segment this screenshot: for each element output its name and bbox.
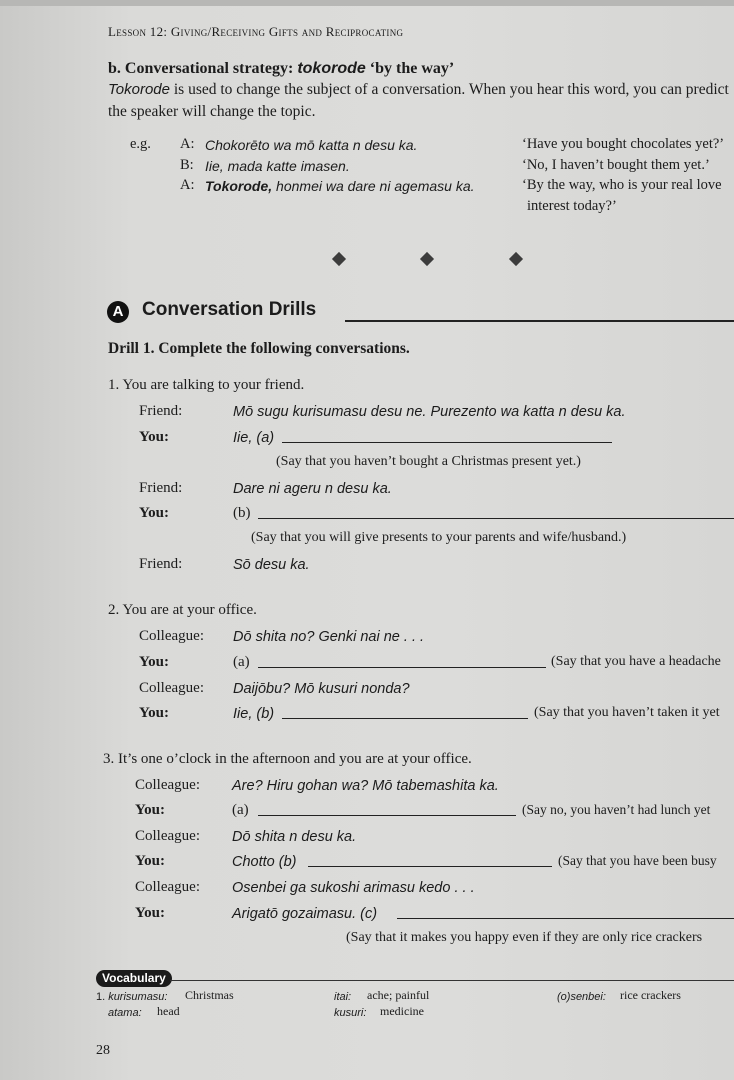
vocab-entry: atama:: [108, 1007, 142, 1019]
dialogue-line: Dare ni ageru n desu ka.: [233, 481, 392, 497]
section-title: Conversation Drills: [142, 299, 317, 320]
instruction-text: (Say that you will give presents to your parents and wife/husband.): [251, 530, 627, 545]
answer-blank[interactable]: [258, 805, 516, 816]
dialogue-speaker: You:: [135, 853, 166, 869]
dialogue-speaker: You:: [135, 905, 166, 921]
strategy-paragraph-line2: the speaker will change the topic.: [108, 103, 316, 120]
dialogue-line: Daijōbu? Mō kusuri nonda?: [233, 681, 410, 697]
example-english: ‘By the way, who is your real love: [522, 177, 722, 193]
question-prompt: 2. You are at your office.: [108, 602, 257, 618]
vocabulary-rule: [170, 980, 734, 981]
vocab-entry: itai:: [334, 991, 352, 1003]
example-speaker: A:: [180, 177, 195, 193]
vocab-entry: (o)senbei:: [557, 991, 606, 1003]
dialogue-line: Dō shita n desu ka.: [232, 829, 357, 845]
vocab-definition: ache; painful: [367, 988, 430, 1002]
vocabulary-badge: Vocabulary: [96, 970, 172, 987]
dialogue-speaker: You:: [135, 802, 166, 818]
example-label: e.g.: [130, 136, 151, 152]
section-letter-badge: A: [107, 301, 129, 323]
example-speaker: B:: [180, 157, 194, 173]
answer-blank[interactable]: [397, 908, 734, 919]
dialogue-speaker: You:: [139, 654, 170, 670]
dialogue-line: Iie, (a): [233, 430, 275, 446]
strategy-heading-prefix: b. Conversational strategy:: [108, 60, 298, 77]
dialogue-speaker: Colleague:: [139, 680, 204, 696]
example-japanese: Chokorēto wa mō katta n desu ka.: [205, 137, 418, 153]
strategy-paragraph-rest: is used to change the subject of a conversation. When you hear this word, you can predict: [170, 81, 729, 98]
answer-blank[interactable]: [308, 856, 552, 867]
dialogue-speaker: Colleague:: [135, 828, 200, 844]
question-prompt: 1. You are talking to your friend.: [108, 377, 305, 393]
dialogue-speaker: Friend:: [139, 403, 183, 419]
dialogue-line: Sō desu ka.: [233, 557, 310, 573]
dialogue-line: Are? Hiru gohan wa? Mō tabemashita ka.: [232, 778, 499, 794]
dialogue-speaker: Colleague:: [139, 628, 204, 644]
example-japanese: Tokorode, honmei wa dare ni agemasu ka.: [205, 178, 475, 194]
section-rule: [345, 320, 734, 322]
running-header: Lesson 12: Giving/Receiving Gifts and Reciprocating: [108, 24, 404, 39]
dialogue-speaker: You:: [139, 429, 170, 445]
answer-blank[interactable]: [258, 508, 734, 519]
instruction-text: (Say that you have a headache: [551, 654, 721, 669]
question-prompt: 3. It’s one o’clock in the afternoon and you are at your office.: [103, 751, 472, 767]
vocab-definition: medicine: [380, 1004, 424, 1018]
example-speaker: A:: [180, 136, 195, 152]
instruction-text: (Say that you haven’t taken it yet: [534, 705, 720, 720]
page-number: 28: [96, 1043, 110, 1058]
instruction-text: (Say that it makes you happy even if they are only rice crackers: [346, 930, 703, 945]
vocab-definition: head: [157, 1004, 180, 1018]
dialogue-line: Mō sugu kurisumasu desu ne. Purezento wa katta n desu ka.: [233, 404, 626, 420]
dialogue-line: Arigatō gozaimasu. (c): [232, 906, 378, 922]
answer-blank[interactable]: [258, 657, 546, 668]
answer-blank[interactable]: [282, 432, 612, 443]
strategy-heading-gloss: ‘by the way’: [365, 60, 455, 77]
vocab-definition: Christmas: [185, 988, 234, 1002]
vocab-entry: kusuri:: [334, 1007, 367, 1019]
dialogue-speaker: Friend:: [139, 556, 183, 572]
page-top-edge: [0, 0, 734, 6]
answer-blank[interactable]: [282, 708, 528, 719]
example-japanese: Iie, mada katte imasen.: [205, 158, 350, 174]
dialogue-speaker: Colleague:: [135, 879, 200, 895]
strategy-heading-term: tokorode: [297, 60, 366, 77]
instruction-text: (Say that you have been busy: [558, 853, 717, 868]
example-english: ‘No, I haven’t bought them yet.’: [522, 157, 710, 173]
dialogue-line: Chotto (b): [232, 854, 297, 870]
strategy-paragraph-line1: [108, 81, 729, 99]
divider-diamond: [420, 252, 434, 266]
dialogue-line: (b): [233, 505, 251, 521]
divider-diamond: [509, 252, 523, 266]
strategy-paragraph-term: Tokorode: [108, 81, 170, 98]
dialogue-speaker: Colleague:: [135, 777, 200, 793]
example-tokorode-bold: Tokorode,: [205, 178, 273, 194]
drill-title: Drill 1. Complete the following conversations.: [108, 340, 410, 357]
vocab-entry: 1. kurisumasu:: [96, 991, 168, 1003]
dialogue-speaker: Friend:: [139, 480, 183, 496]
vocab-definition: rice crackers: [620, 988, 681, 1002]
instruction-text: (Say no, you haven’t had lunch yet: [522, 802, 711, 817]
dialogue-line: Iie, (b): [233, 706, 275, 722]
instruction-text: (Say that you haven’t bought a Christmas present yet.): [276, 454, 581, 469]
divider-diamond: [332, 252, 346, 266]
dialogue-line: Dō shita no? Genki nai ne . . .: [233, 629, 425, 645]
dialogue-speaker: You:: [139, 705, 170, 721]
dialogue-line: Osenbei ga sukoshi arimasu kedo . . .: [232, 880, 475, 896]
example-english-cont: interest today?’: [527, 198, 617, 214]
dialogue-line: (a): [232, 802, 249, 818]
strategy-heading: [108, 60, 454, 78]
dialogue-speaker: You:: [139, 505, 170, 521]
example-english: ‘Have you bought chocolates yet?’: [522, 136, 725, 152]
dialogue-line: (a): [233, 654, 250, 670]
